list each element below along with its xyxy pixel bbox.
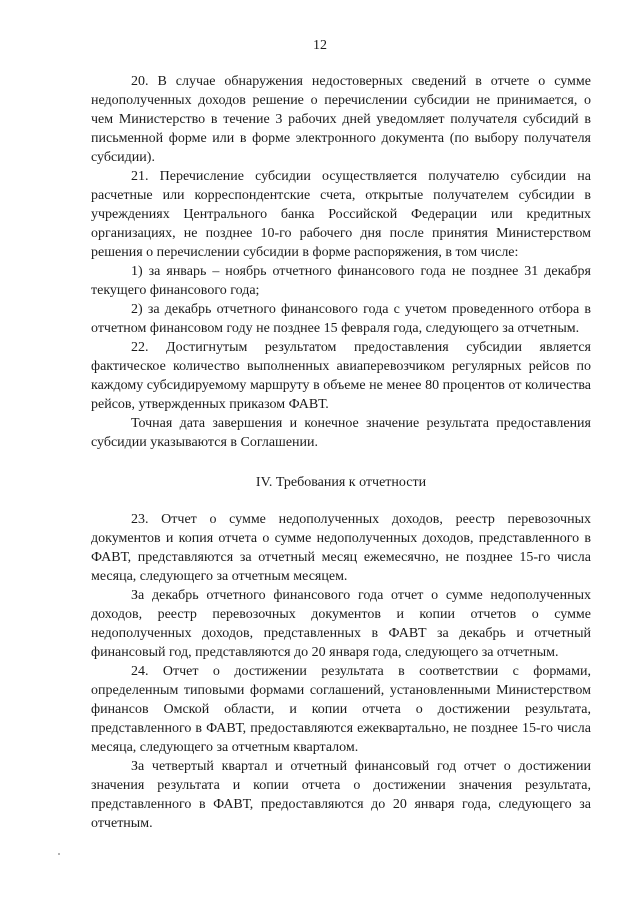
section-heading: IV. Требования к отчетности <box>255 475 427 490</box>
page-number: 12 <box>313 38 327 53</box>
paragraph-23-december: За декабрь отчетного финансового года отчет о сумме недополученных доходов, реестр перевозочных документов и копии отчетов о сумме недополученных доходов, представленных в ФАВТ за декабрь и отчетный финансовый год, представляются до 20 января года, следующего за отчетным. <box>91 588 591 660</box>
paragraph-24: 24. Отчет о достижении результата в соответствии с формами, определенным типовыми формами соглашений, установленными Министерством финансов Омской области, и копии отчета о достижении результата, представленного в ФАВТ, предоставляются ежеквартально, не позднее 15-го числа месяца, следующего за отчетным кварталом. <box>91 664 591 755</box>
paragraph-22: 22. Достигнутым результатом предоставления субсидии является фактическое количество выполненных авиаперевозчиком регулярных рейсов по каждому субсидируемому маршруту в объеме не менее 80 процентов от количества рейсов, утвержденных приказом ФАВТ. <box>91 340 591 412</box>
paragraph-21-item-2: 2) за декабрь отчетного финансового года с учетом проведенного отбора в отчетном финансовом году не позднее 15 февраля года, следующего за отчетным. <box>91 302 591 336</box>
paragraph-20: 20. В случае обнаружения недостоверных сведений в отчете о сумме недополученных доходов решение о перечислении субсидии не принимается, о чем Министерство в течение 3 рабочих дней уведомляет получателя субсидий в письменной форме или в форме электронного документа (по выбору получателя субсидии). <box>91 74 591 165</box>
paragraph-24-fourth-quarter: За четвертый квартал и отчетный финансовый год отчет о достижении значения результата и копии отчета о достижении значения результата, представленного в ФАВТ, предоставляются до 20 января года, следующего за отчетным. <box>91 759 591 831</box>
paragraph-23: 23. Отчет о сумме недополученных доходов, реестр перевозочных документов и копия отчета о сумме недополученных доходов, представленного в ФАВТ, представляются за отчетный месяц ежемесячно, не позднее 15-го числа месяца, следующего за отчетным месяцем. <box>91 512 591 584</box>
paragraph-21: 21. Перечисление субсидии осуществляется получателю субсидии на расчетные или корреспондентские счета, открытые получателем субсидии в учреждениях Центрального банка Российской Федерации или кредитных организациях, не позднее 10-го рабочего дня после принятия Министерством решения о перечислении субсидии в форме распоряжения, в том числе: <box>91 169 591 260</box>
paragraph-22-deadline: Точная дата завершения и конечное значение результата предоставления субсидии указываются в Соглашении. <box>91 416 591 450</box>
document-body <box>91 72 591 833</box>
scan-artifact <box>58 853 60 855</box>
paragraph-21-item-1: 1) за январь – ноябрь отчетного финансового года не позднее 31 декабря текущего финансового года; <box>91 264 591 298</box>
